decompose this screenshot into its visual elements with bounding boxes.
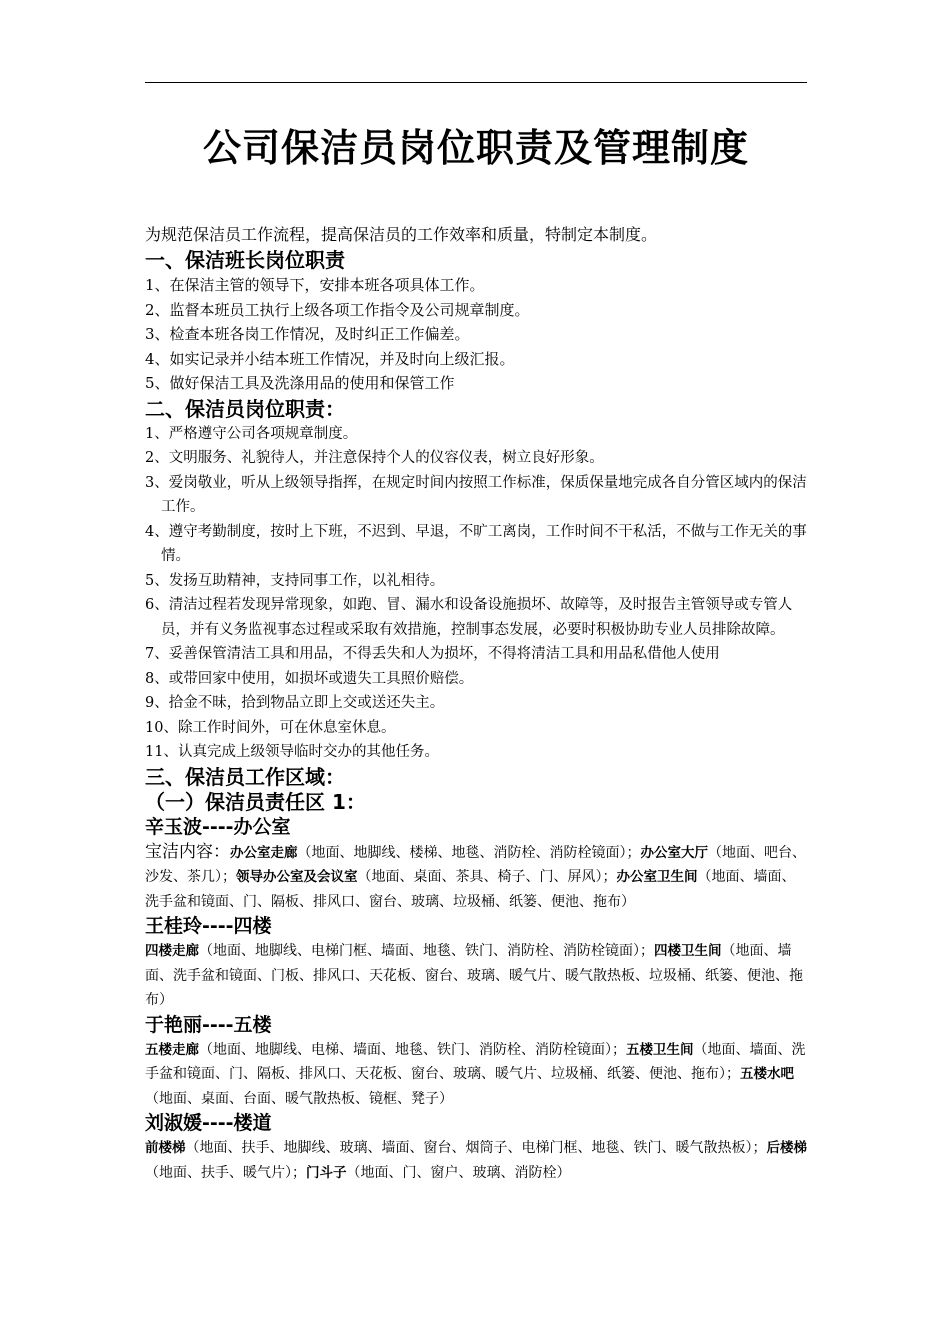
area-name: 办公室大厅 [640, 844, 708, 861]
section2-heading: 二、保洁员岗位职责： [145, 396, 345, 421]
section1-heading: 一、保洁班长岗位职责 [145, 248, 345, 272]
list-item: 9、拾金不昧，拾到物品立即上交或送还失主。 [145, 695, 445, 711]
area-detail: （地面、地脚线、电梯、墙面、地毯、铁门、消防栓、消防栓镜面）； [199, 1041, 626, 1058]
area-detail: （地面、墙面、洗手盆和镜面、门板、排风口、天花板、窗台、玻璃、暖气片、暖气散热板、垃圾桶、纸篓、便池、拖布） [145, 943, 803, 1008]
area-detail: （地面、门、窗户、玻璃、消防栓） [346, 1164, 571, 1181]
page-title: 公司保洁员岗位职责及管理制度 [202, 126, 749, 170]
area-name: 四楼卫生间 [654, 943, 722, 959]
list-item: 6、清洁过程若发现异常现象，如跑、冒、漏水和设备设施损坏、故障等，及时报告主管领导或专管人员，并有义务监视事态过程或采取有效措施，控制事态发展，必要时积极协助专业人员排除故障。 [145, 597, 793, 638]
list-item: 2、监督本班员工执行上级各项工作指令及公司规章制度。 [145, 300, 530, 319]
area-name: 四楼走廊 [145, 943, 199, 959]
area-name: 五楼走廊 [145, 1041, 199, 1058]
area-name: 五楼水吧 [740, 1066, 794, 1082]
area-detail: （地面、墙面、洗手盆和镜面、门、隔板、排风口、窗台、玻璃、垃圾桶、纸篓、便池、拖布） [145, 869, 796, 910]
header-rule [145, 82, 807, 83]
list-item: 3、检查本班各岗工作情况，及时纠正工作偏差。 [145, 325, 470, 343]
area-detail: （地面、地脚线、楼梯、地毯、消防栓、消防栓镜面）； [297, 844, 641, 861]
list-item: 4、如实记录并小结本班工作情况，并及时向上级汇报。 [145, 349, 515, 368]
area-name: 办公室卫生间 [616, 869, 698, 885]
staff-name: 辛玉波----办公室 [145, 815, 291, 838]
area-detail: （地面、吧台、沙发、茶几）； [145, 844, 806, 885]
list-item: 10、除工作时间外，可在休息室休息。 [145, 719, 396, 736]
staff-duties [145, 939, 807, 1013]
area-name: 领导办公室及会议室 [236, 869, 358, 885]
list-item: 1、在保洁主管的领导下，安排本班各项具体工作。 [145, 276, 485, 294]
area-detail: （地面、地脚线、电梯门框、墙面、地毯、铁门、消防栓、消防栓镜面）； [199, 943, 654, 959]
staff-duties [145, 1038, 807, 1112]
duties-lead: 宝洁内容： [145, 841, 230, 862]
staff-name: 王桂玲----四楼 [145, 915, 272, 937]
section3-subheading: （一）保洁员责任区 1： [145, 789, 366, 814]
list-item: 7、妥善保管清洁工具和用品，不得丢失和人为损坏，不得将清洁工具和用品私借他人使用 [145, 646, 720, 662]
list-item: 5、做好保洁工具及洗涤用品的使用和保管工作 [145, 374, 455, 392]
staff-name: 于艳丽----五楼 [145, 1013, 272, 1036]
area-detail: （地面、扶手、地脚线、玻璃、墙面、窗台、烟筒子、电梯门框、地毯、铁门、暖气散热板）； [185, 1140, 767, 1156]
list-item: 5、发扬互助精神，支持同事工作，以礼相待。 [145, 572, 445, 589]
area-name: 办公室走廊 [230, 844, 298, 861]
staff-name: 刘淑媛----楼道 [145, 1112, 272, 1134]
list-item: 11、认真完成上级领导临时交办的其他任务。 [145, 744, 439, 760]
area-name: 五楼卫生间 [626, 1041, 694, 1058]
staff-duties [145, 1136, 807, 1185]
section3-heading: 三、保洁员工作区域： [145, 764, 345, 789]
area-detail: （地面、桌面、台面、暖气散热板、镜框、凳子） [145, 1090, 453, 1107]
area-name: 前楼梯 [145, 1140, 186, 1156]
area-detail: （地面、墙面、洗手盆和镜面、门、隔板、排风口、天花板、窗台、玻璃、暖气片、垃圾桶、纸篓、便池、拖布）； [145, 1041, 806, 1082]
section2-list [145, 422, 807, 765]
list-item: 8、或带回家中使用，如损坏或遗失工具照价赔偿。 [145, 670, 474, 687]
area-name: 门斗子 [306, 1164, 347, 1181]
document-body [145, 223, 807, 1185]
list-item: 1、严格遵守公司各项规章制度。 [145, 425, 358, 442]
staff-duties [145, 840, 807, 915]
area-name: 后楼梯 [766, 1140, 807, 1156]
area-detail: （地面、扶手、暖气片）； [145, 1164, 306, 1181]
list-item: 2、文明服务、礼貌待人，并注意保持个人的仪容仪表，树立良好形象。 [145, 450, 604, 466]
list-item: 3、爱岗敬业，听从上级领导指挥，在规定时间内按照工作标准，保质保量地完成各自分管区域内的保洁工作。 [145, 474, 807, 515]
area-detail: （地面、桌面、茶具、椅子、门、屏风）； [357, 869, 617, 885]
section1-list [145, 273, 807, 396]
list-item: 4、遵守考勤制度，按时上下班，不迟到、早退，不旷工离岗，工作时间不干私活，不做与工作无关的事情。 [145, 523, 807, 564]
intro-paragraph: 为规范保洁员工作流程，提高保洁员的工作效率和质量，特制定本制度。 [145, 225, 658, 244]
